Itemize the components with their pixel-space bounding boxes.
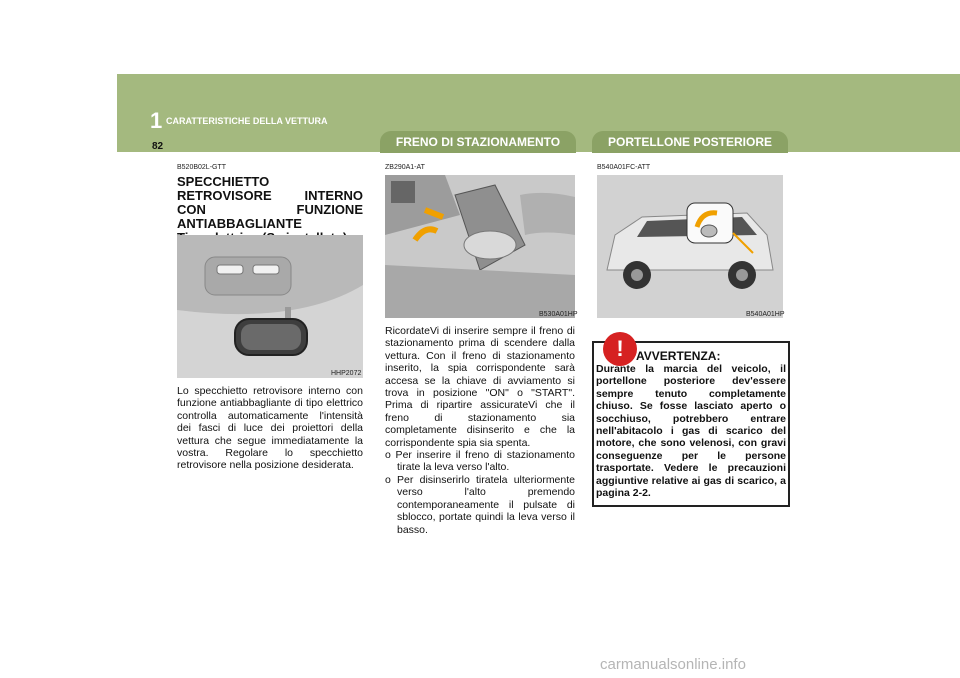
warning-text: Durante la marcia del veicolo, il portellone posteriore dev'essere sempre tenuto completamente chiuso. Se fosse lasciato aperto o socchiuso, potrebbero entrare nell'abitacolo i gas di scarico del motore, che sono velenosi, con gravi conseguenze per le persone trasportate. Vedere le precauzioni aggiuntive relative ai gas di scarico, a pagina 2-2. <box>596 363 786 500</box>
chapter-number: 1 <box>150 108 163 133</box>
page-number: 82 <box>152 141 164 152</box>
parking-brake-code: ZB290A1-AT <box>385 164 425 171</box>
parking-brake-illustration-icon <box>385 175 575 318</box>
warning-icon: ! <box>603 332 637 366</box>
mirror-image-label: HHP2072 <box>331 370 362 377</box>
watermark: carmanualsonline.info <box>600 656 746 673</box>
mirror-title-text: SPECCHIETTO RETROVISORE INTERNO CON FUNZIONE ANTIABBAGLIANTE <box>177 174 363 231</box>
list-item: o Per disinserirlo tiratela ulteriormente verso l'alto premendo contemporaneamente il pulsate di sblocco, portate quindi la leva verso il basso. <box>385 473 575 536</box>
parking-brake-bullets <box>385 449 575 536</box>
warning-title: AVVERTENZA: <box>636 349 721 363</box>
suv-tailgate-illustration-icon <box>597 175 783 318</box>
parking-brake-image <box>385 175 575 318</box>
tab-parking-brake: FRENO DI STAZIONAMENTO <box>380 131 576 153</box>
tailgate-code: B540A01FC-ATT <box>597 164 651 171</box>
parking-brake-body-text: RicordateVi di inserire sempre il freno di stazionamento prima di scendere dalla vettura. Con il freno di stazionamento inserito, la spia corrispondente sarà accesa se la chiave di avviamento si trova in posizione "ON" o "START". Prima di ripartire assicurateVi che il freno di stazionamento sia completamente disinserito e che la corrispondente spia sia spenta. <box>385 325 575 449</box>
parking-brake-image-label: B530A01HP <box>539 311 578 318</box>
mirror-body-text: Lo specchietto retrovisore interno con funzione antiabbagliante di tipo elettrico controlla automaticamente l'intensità dei fasci di luce dei proiettori della vettura che segue immediatamente la vostra. Regolare lo specchietto retrovisore nella posizione desiderata. <box>177 385 363 472</box>
mirror-image <box>177 235 363 378</box>
chapter-title: CARATTERISTICHE DELLA VETTURA <box>166 116 328 126</box>
parking-brake-body <box>385 325 575 536</box>
list-item: o Per inserire il freno di stazionamento tirate la leva verso l'alto. <box>385 449 575 474</box>
mirror-illustration-icon <box>177 235 363 378</box>
mirror-section-code: B520B02L-GTT <box>177 164 227 171</box>
tab-tailgate: PORTELLONE POSTERIORE <box>592 131 788 153</box>
tailgate-image-label: B540A01HP <box>746 311 785 318</box>
tailgate-image <box>597 175 783 318</box>
